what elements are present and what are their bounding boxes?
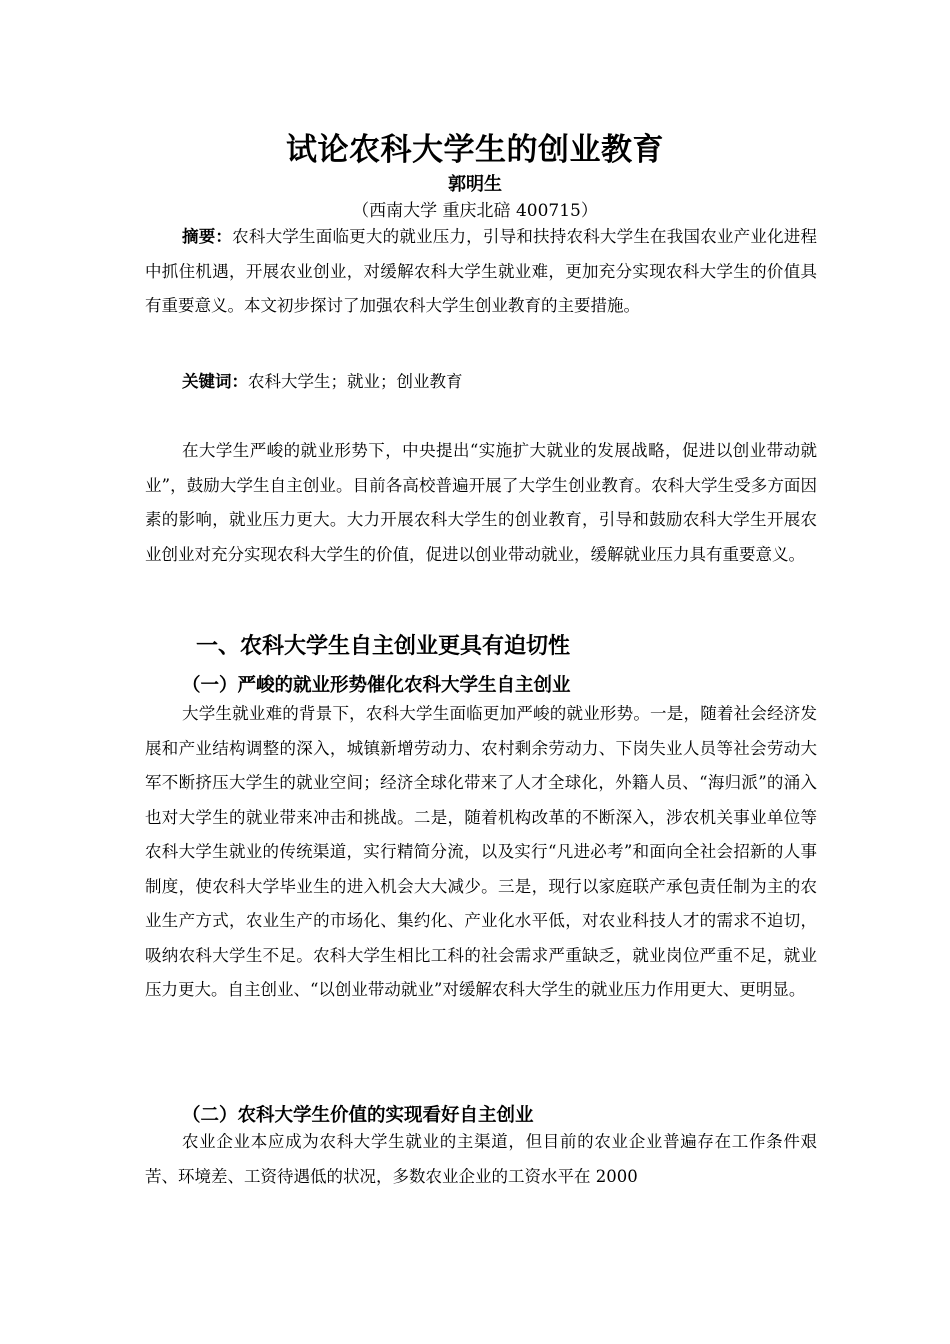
keywords-paragraph <box>145 365 817 400</box>
keywords-text: 农科大学生；就业；创业教育 <box>248 372 463 391</box>
abstract-label: 摘要： <box>182 227 233 246</box>
subsection-1-paragraph: 大学生就业难的背景下，农科大学生面临更加严峻的就业形势。一是，随着社会经济发展和产业结构调整的深入，城镇新增劳动力、农村剩余劳动力、下岗失业人员等社会劳动大军不断挤压大学生的就业空间；经济全球化带来了人才全球化，外籍人员、“海归派”的涌入也对大学生的就业带来冲击和挑战。二是，随着机构改革的不断深入，涉农机关事业单位等农科大学生就业的传统渠道，实行精简分流，以及实行“凡进必考”和面向全社会招新的人事制度，使农科大学毕业生的进入机会大大减少。三是，现行以家庭联产承包责任制为主的农业生产方式，农业生产的市场化、集约化、产业化水平低，对农业科技人才的需求不迫切，吸纳农科大学生不足。农科大学生相比工科的社会需求严重缺乏，就业岗位严重不足，就业压力更大。自主创业、“以创业带动就业”对缓解农科大学生的就业压力作用更大、更明显。 <box>145 704 817 999</box>
page-title: 试论农科大学生的创业教育 <box>286 132 664 168</box>
subsection-2-heading: （二）农科大学生价值的实现看好自主创业 <box>182 1105 534 1126</box>
intro-paragraph: 在大学生严峻的就业形势下，中央提出“实施扩大就业的发展战略，促进以创业带动就业”，鼓励大学生自主创业。目前各高校普遍开展了大学生创业教育。农科大学生受多方面因素的影响，就业压力更大。大力开展农科大学生的创业教育，引导和鼓励农科大学生开展农业创业对充分实现农科大学生的价值，促进以创业带动就业，缓解就业压力具有重要意义。 <box>145 441 817 564</box>
subsection-1-heading: （一）严峻的就业形势催化农科大学生自主创业 <box>182 675 571 696</box>
section-1-heading: 一、农科大学生自主创业更具有迫切性 <box>196 634 571 659</box>
abstract-paragraph <box>145 220 817 324</box>
author-name: 郭明生 <box>448 174 502 195</box>
subsection-2-paragraph: 农业企业本应成为农科大学生就业的主渠道，但目前的农业企业普遍存在工作条件艰苦、环境差、工资待遇低的状况，多数农业企业的工资水平在 2000 <box>145 1132 817 1186</box>
abstract-text: 农科大学生面临更大的就业压力，引导和扶持农科大学生在我国农业产业化进程中抓住机遇，开展农业创业，对缓解农科大学生就业难，更加充分实现农科大学生的价值具有重要意义。本文初步探讨了加强农科大学生创业教育的主要措施。 <box>145 227 818 315</box>
author-affiliation: （西南大学 重庆北碚 400715） <box>352 201 598 221</box>
keywords-label: 关键词： <box>182 372 248 391</box>
